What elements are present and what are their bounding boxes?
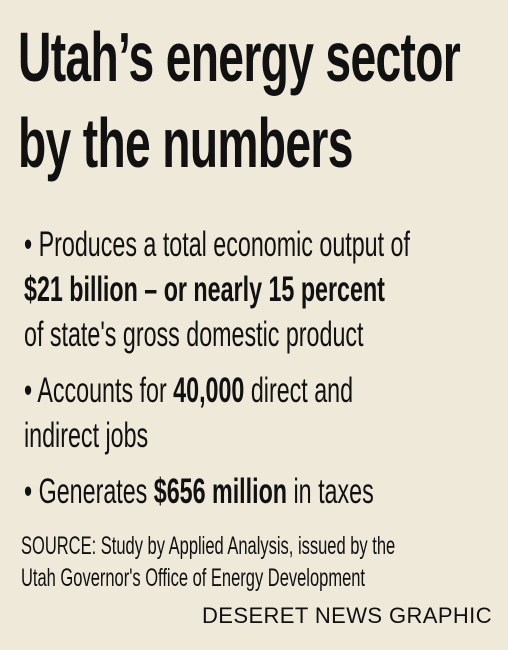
bullet-2-post: direct and (244, 371, 354, 410)
bullet-2-pre: Accounts for (37, 371, 174, 410)
bullet-3-pre: Generates (38, 472, 154, 511)
bullet-taxes (24, 469, 503, 514)
bullet-3-post: in taxes (287, 472, 374, 511)
bullet-2-line-2: indirect jobs (24, 416, 149, 455)
source-line-2: Utah Governor's Office of Energy Development (21, 564, 366, 592)
source-line-1: SOURCE: Study by Applied Analysis, issued by the (21, 532, 396, 560)
bullet-1-line-3: of state's gross domestic product (24, 315, 364, 354)
bullet-1-highlight: $21 billion – or nearly 15 percent (24, 270, 385, 309)
bullet-3-highlight: $656 million (153, 472, 288, 511)
graphic-credit: DESERET NEWS GRAPHIC (202, 603, 492, 628)
bullet-3-line-1 (24, 469, 503, 514)
headline (18, 14, 461, 186)
bullet-jobs (24, 368, 503, 458)
bullet-marker: • (24, 472, 33, 511)
headline-line-2: by the numbers (18, 104, 353, 182)
bullet-1-line-2 (24, 267, 503, 312)
bullet-1-text-1: Produces a total economic output of (38, 225, 410, 264)
source-note (21, 530, 483, 594)
bullet-2-highlight: 40,000 (173, 371, 245, 410)
bullet-list (24, 222, 503, 514)
bullet-economic-output (24, 222, 503, 357)
headline-line-1: Utah’s energy sector (18, 18, 461, 96)
bullet-marker: • (24, 225, 33, 264)
bullet-1-line-1 (24, 222, 503, 267)
bullet-2-line-1 (24, 368, 503, 413)
bullet-marker: • (24, 371, 33, 410)
